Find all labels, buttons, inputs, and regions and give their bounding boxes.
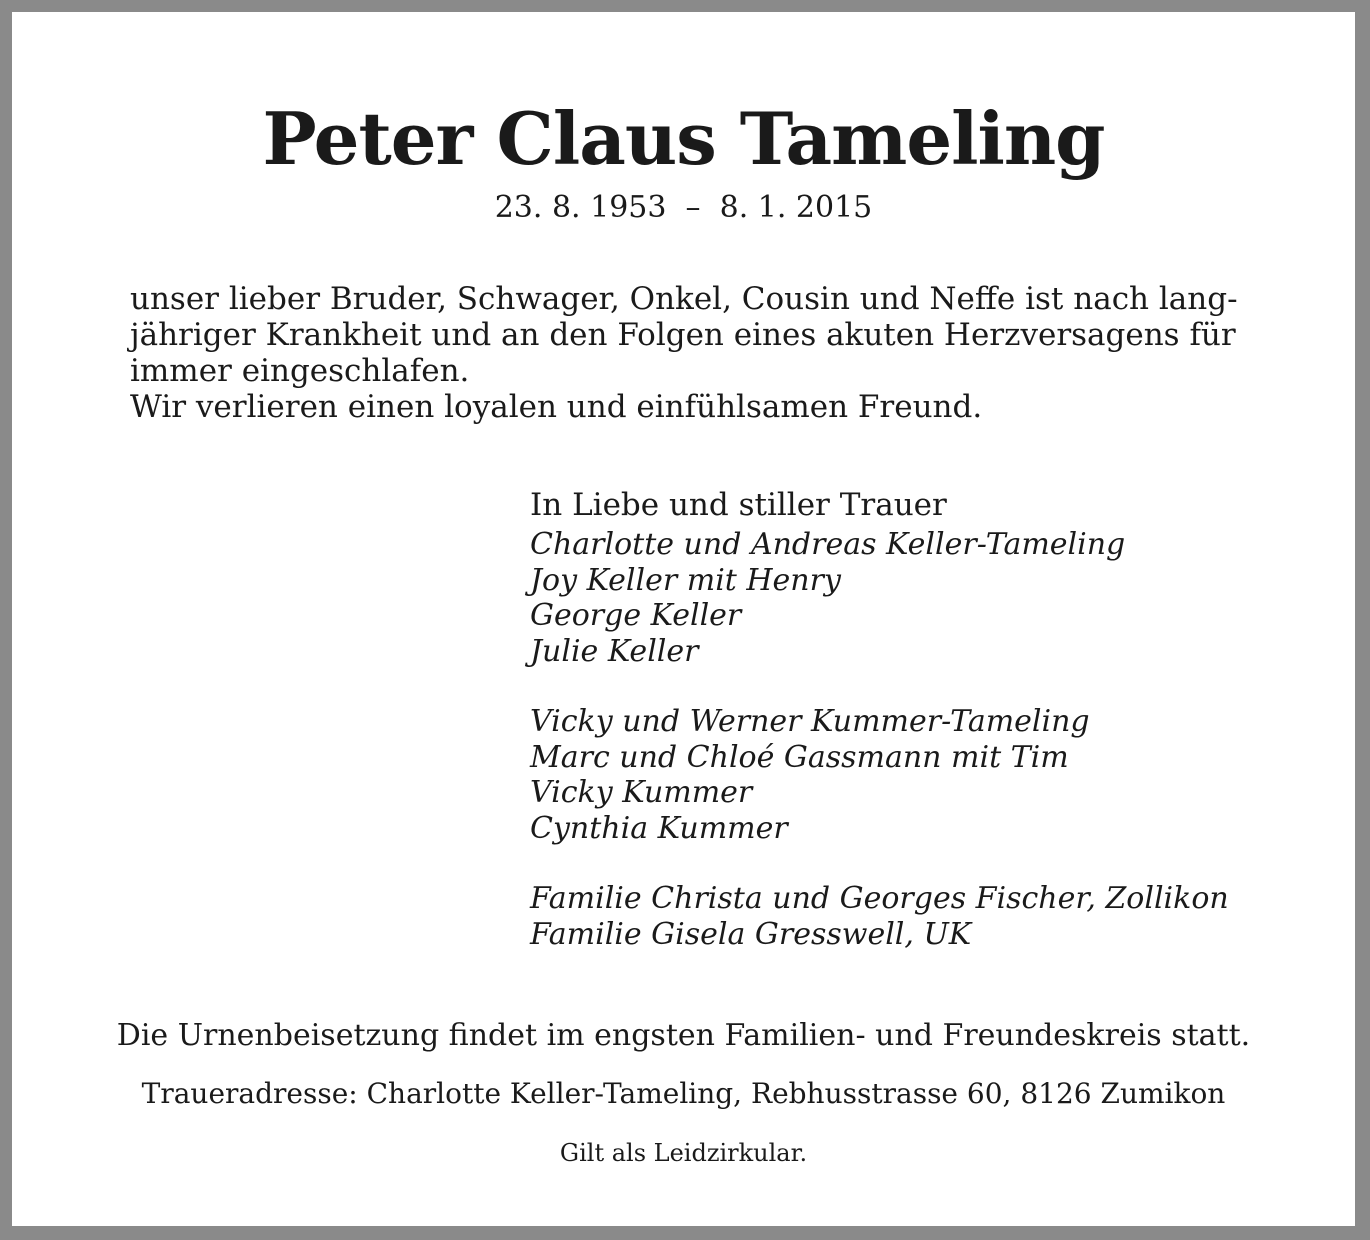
mourner-name: Joy Keller mit Henry <box>530 562 841 598</box>
mourners-block <box>530 487 1250 987</box>
intro-line: Wir verlieren einen loyalen und einfühlsamen Freund. <box>130 389 983 425</box>
mourning-address: Traueradresse: Charlotte Keller-Tameling, Rebhusstrasse 60, 8126 Zumikon <box>141 1077 1226 1110</box>
mourner-name: Familie Gisela Gresswell, UK <box>530 916 972 952</box>
mourner-group <box>530 881 1250 952</box>
mourner-name: Vicky und Werner Kummer-Tameling <box>530 704 1090 739</box>
intro-line: unser lieber Bruder, Schwager, Onkel, Cousin und Neffe ist nach lang- <box>130 281 1238 317</box>
mourner-name: Cynthia Kummer <box>530 810 788 846</box>
mourner-name: Julie Keller <box>530 633 699 669</box>
circular-note: Gilt als Leidzirkular. <box>559 1139 808 1167</box>
intro-line: immer eingeschlafen. <box>130 353 470 389</box>
ceremony-text: Die Urnenbeisetzung findet im engsten Familien- und Freundeskreis statt. <box>116 1018 1251 1053</box>
mourners-heading: In Liebe und stiller Trauer <box>530 487 947 523</box>
intro-line: jähriger Krankheit und an den Folgen eines akuten Herzversagens für <box>130 317 1236 353</box>
mourner-group <box>530 527 1250 669</box>
mourner-name: George Keller <box>530 598 742 633</box>
obituary-notice <box>12 12 1355 1226</box>
mourner-name: Familie Christa und Georges Fischer, Zollikon <box>530 881 1229 916</box>
deceased-name: Peter Claus Tameling <box>262 96 1105 181</box>
mourner-name: Vicky Kummer <box>530 775 753 810</box>
mourner-group <box>530 704 1250 846</box>
life-dates: 23. 8. 1953 – 8. 1. 2015 <box>494 190 873 225</box>
mourner-name: Marc und Chloé Gassmann mit Tim <box>530 739 1069 775</box>
intro-paragraph <box>130 281 1250 425</box>
mourner-name: Charlotte und Andreas Keller-Tameling <box>530 527 1126 562</box>
